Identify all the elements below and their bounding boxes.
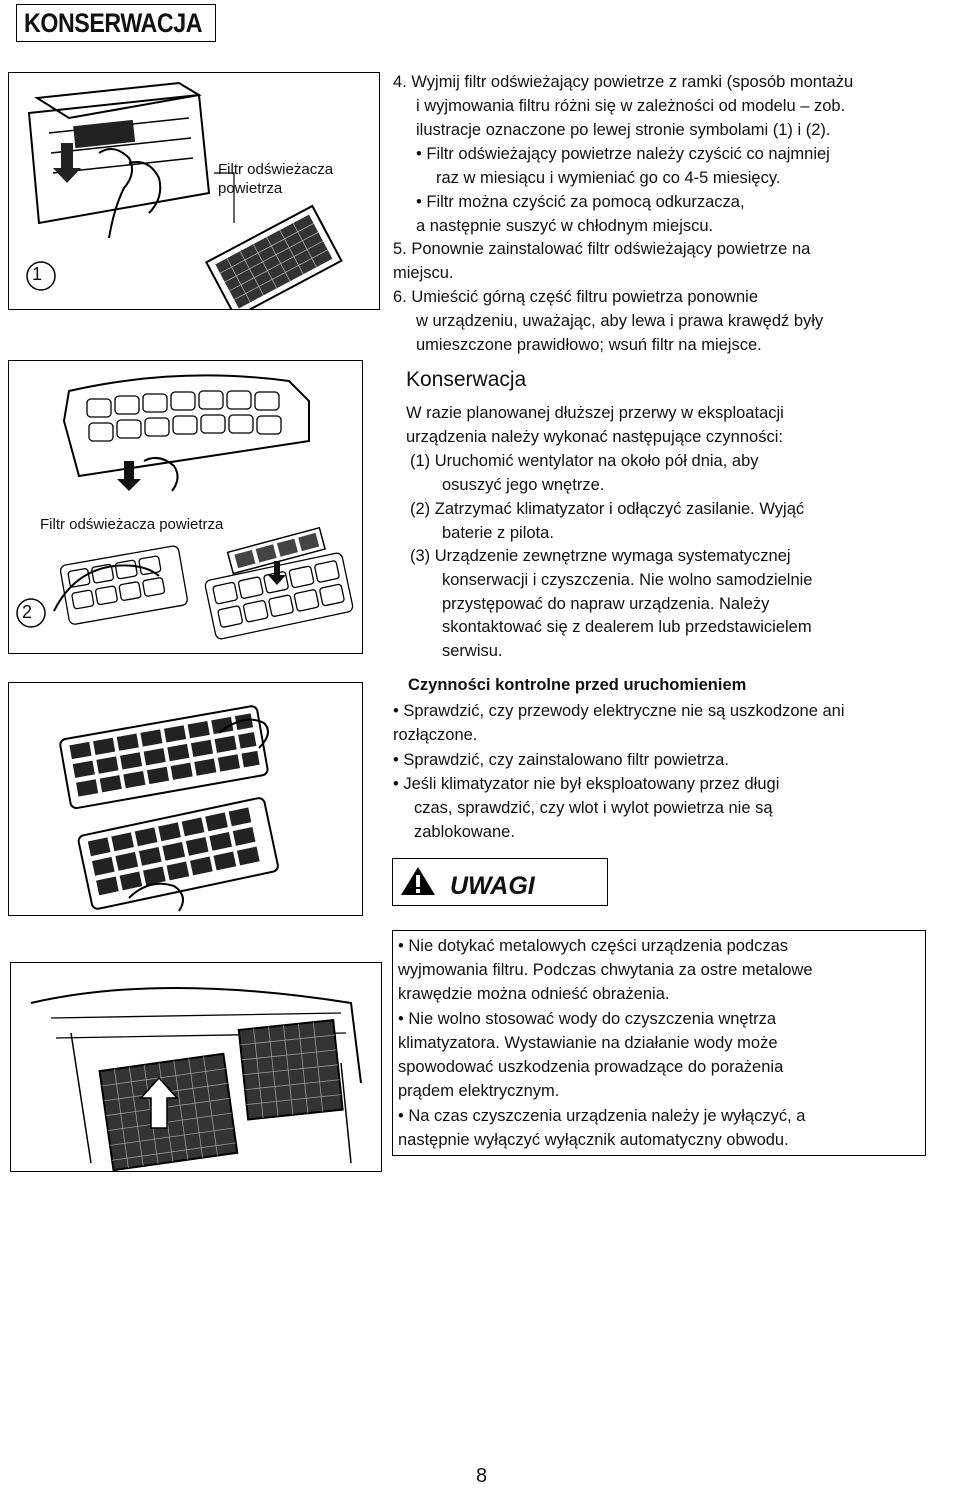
- konserwacja-item-2-line-2: baterie z pilota.: [442, 524, 554, 542]
- check-3-line-2: czas, sprawdzić, czy wlot i wylot powietrza nie są: [414, 799, 773, 817]
- figure-2-label: Filtr odświeżacza powietrza: [40, 516, 224, 533]
- check-3-line-1: • Jeśli klimatyzator nie był eksploatowany przez długi: [393, 775, 780, 793]
- bullet-1-line-2: raz w miesiącu i wymieniać go co 4-5 miesięcy.: [436, 169, 781, 187]
- warning-2-line-2: klimatyzatora. Wystawianie na działanie wody może: [398, 1034, 778, 1052]
- konserwacja-heading: Konserwacja: [406, 368, 527, 391]
- warning-1-line-2: wyjmowania filtru. Podczas chwytania za ostre metalowe: [398, 961, 813, 979]
- step-6-line-2: w urządzeniu, uważając, aby lewa i prawa krawędź były: [416, 312, 824, 330]
- bullet-1-line-1: • Filtr odświeżający powietrze należy czyścić co najmniej: [416, 145, 830, 163]
- figure-1-label-line2: powietrza: [218, 180, 283, 197]
- step-6-line-1: 6. Umieścić górną część filtru powietrza ponownie: [393, 288, 758, 306]
- page-number: 8: [476, 1465, 488, 1487]
- konserwacja-item-3-line-1: (3) Urządzenie zewnętrzne wymaga systematycznej: [410, 547, 791, 565]
- figure-3-illustration: [9, 683, 363, 916]
- warning-icon: [400, 866, 436, 896]
- step-4-line-3: ilustracje oznaczone po lewej stronie symbolami (1) i (2).: [416, 121, 831, 139]
- uwagi-title: UWAGI: [450, 872, 535, 900]
- check-1-line-2: rozłączone.: [393, 726, 478, 744]
- konserwacja-item-2-line-1: (2) Zatrzymać klimatyzator i odłączyć zasilanie. Wyjąć: [410, 500, 805, 518]
- konserwacja-intro-line-2: urządzenia należy wykonać następujące czynności:: [406, 428, 783, 446]
- check-2-line-1: • Sprawdzić, czy zainstalowano filtr powietrza.: [393, 751, 729, 769]
- konserwacja-item-3-line-3: przystępować do napraw urządzenia. Należy: [442, 595, 770, 613]
- checks-heading: Czynności kontrolne przed uruchomieniem: [408, 676, 747, 694]
- konserwacja-item-1-line-1: (1) Uruchomić wentylator na około pół dnia, aby: [410, 452, 759, 470]
- figure-4-illustration: [11, 963, 382, 1172]
- bullet-2-line-1: • Filtr można czyścić za pomocą odkurzacza,: [416, 193, 745, 211]
- step-4-line-1: 4. Wyjmij filtr odświeżający powietrze z ramki (sposób montażu: [393, 73, 854, 91]
- warning-1-line-3: krawędzie można odnieść obrażenia.: [398, 985, 670, 1003]
- figure-4: [10, 962, 382, 1172]
- check-3-line-3: zablokowane.: [414, 823, 515, 841]
- figure-3: [8, 682, 363, 916]
- konserwacja-item-3-line-4: skontaktować się z dealerem lub przedstawicielem: [442, 618, 812, 636]
- warning-2-line-4: prądem elektrycznym.: [398, 1082, 560, 1100]
- warning-1-line-1: • Nie dotykać metalowych części urządzenia podczas: [398, 937, 789, 955]
- warning-2-line-1: • Nie wolno stosować wody do czyszczenia wnętrza: [398, 1010, 777, 1028]
- page-title: KONSERWACJA: [24, 8, 203, 38]
- konserwacja-item-3-line-5: serwisu.: [442, 642, 503, 660]
- figure-2: [8, 360, 363, 654]
- step-5-line-2: miejscu.: [393, 264, 454, 282]
- figure-2-illustration: [9, 361, 363, 654]
- bullet-2-line-2: a następnie suszyć w chłodnym miejscu.: [416, 217, 714, 235]
- check-1-line-1: • Sprawdzić, czy przewody elektryczne nie są uszkodzone ani: [393, 702, 845, 720]
- warning-2-line-3: spowodować uszkodzenia prowadzące do porażenia: [398, 1058, 784, 1076]
- warning-3-line-2: następnie wyłączyć wyłącznik automatyczny obwodu.: [398, 1131, 789, 1149]
- konserwacja-intro-line-1: W razie planowanej dłuższej przerwy w eksploatacji: [406, 404, 784, 422]
- figure-1-label: [218, 160, 333, 198]
- konserwacja-item-3-line-2: konserwacji i czyszczenia. Nie wolno samodzielnie: [442, 571, 813, 589]
- figure-1-label-line1: Filtr odświeżacza: [218, 161, 334, 178]
- step-4-line-2: i wyjmowania filtru różni się w zależności od modelu – zob.: [416, 97, 846, 115]
- figure-2-marker: 2: [22, 602, 33, 622]
- konserwacja-item-1-line-2: osuszyć jego wnętrze.: [442, 476, 605, 494]
- step-5-line-1: 5. Ponownie zainstalować filtr odświeżający powietrze na: [393, 240, 811, 258]
- warning-3-line-1: • Na czas czyszczenia urządzenia należy je wyłączyć, a: [398, 1107, 806, 1125]
- figure-1-marker: 1: [32, 264, 43, 284]
- step-6-line-3: umieszczone prawidłowo; wsuń filtr na miejsce.: [416, 336, 762, 354]
